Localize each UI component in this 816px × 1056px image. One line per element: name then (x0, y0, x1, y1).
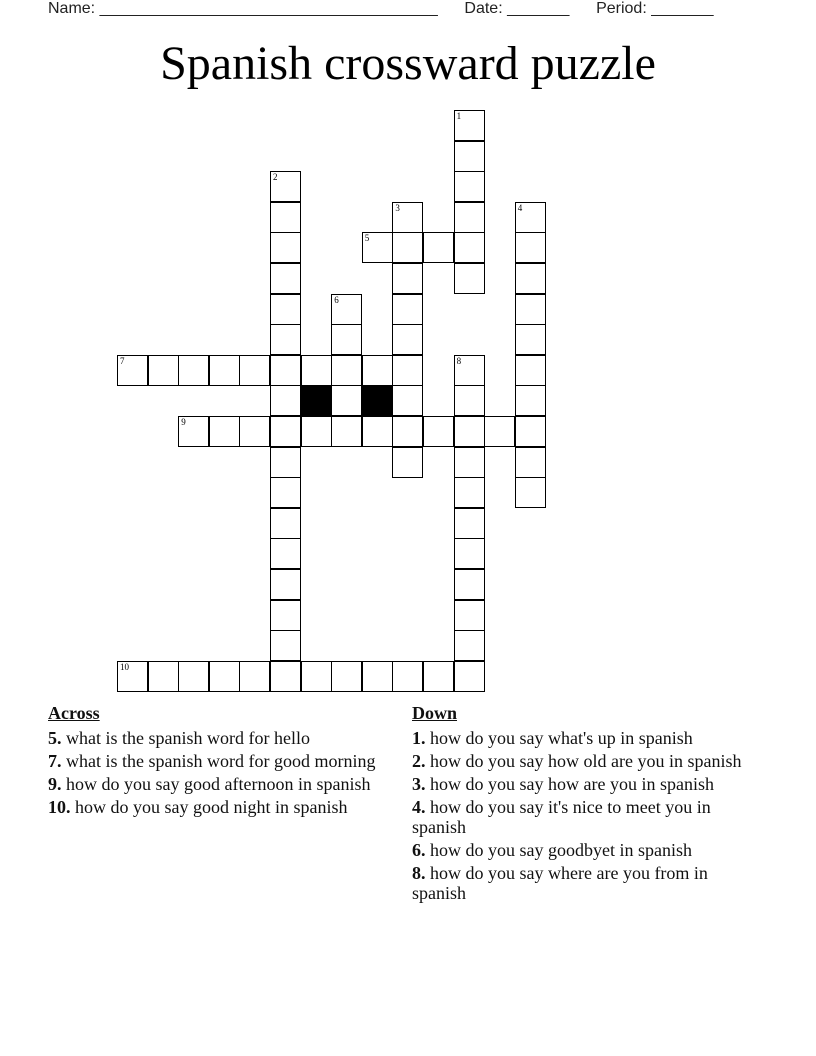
grid-cell[interactable] (515, 324, 546, 355)
grid-cell[interactable] (301, 416, 332, 447)
grid-cell[interactable] (484, 416, 515, 447)
grid-cell[interactable] (270, 416, 301, 447)
grid-cell[interactable] (454, 630, 485, 661)
grid-cell[interactable] (392, 355, 423, 386)
grid-cell[interactable] (515, 416, 546, 447)
grid-cell[interactable] (454, 141, 485, 172)
grid-cell[interactable] (270, 477, 301, 508)
grid-cell[interactable] (392, 447, 423, 478)
grid-cell[interactable] (270, 171, 301, 202)
grid-cell[interactable] (270, 202, 301, 233)
grid-cell[interactable] (392, 324, 423, 355)
grid-cell[interactable] (454, 447, 485, 478)
clue-text: how do you say it's nice to meet you in spanish (412, 797, 711, 837)
grid-cell[interactable] (270, 294, 301, 325)
grid-cell[interactable] (239, 355, 270, 386)
grid-cell[interactable] (515, 385, 546, 416)
grid-cell[interactable] (331, 294, 362, 325)
clue-text: how do you say how old are you in spanish (430, 751, 742, 771)
across-clue-10 (48, 797, 378, 817)
grid-cell[interactable] (454, 232, 485, 263)
grid-cell[interactable] (392, 232, 423, 263)
grid-cell[interactable] (362, 355, 393, 386)
grid-cell[interactable] (392, 661, 423, 692)
grid-cell[interactable] (209, 355, 240, 386)
grid-cell[interactable] (178, 661, 209, 692)
clue-number-label: 6 (334, 294, 339, 305)
clue-text: how do you say how are you in spanish (430, 774, 714, 794)
grid-cell[interactable] (331, 385, 362, 416)
across-clue-7 (48, 751, 378, 771)
grid-cell[interactable] (331, 324, 362, 355)
across-heading: Across (48, 703, 100, 723)
clue-text: what is the spanish word for good morning (66, 751, 376, 771)
grid-cell[interactable] (209, 416, 240, 447)
grid-cell[interactable] (454, 416, 485, 447)
clue-number: 4. (412, 797, 426, 817)
page-title: Spanish crossward puzzle (160, 37, 656, 90)
grid-cell[interactable] (270, 385, 301, 416)
down-heading: Down (412, 703, 458, 723)
clue-number: 8. (412, 863, 426, 883)
grid-cell[interactable] (392, 294, 423, 325)
clue-number-label: 9 (181, 417, 186, 427)
across-clue-5 (48, 728, 378, 748)
clue-number: 2. (412, 751, 426, 771)
grid-cell[interactable] (117, 661, 148, 692)
grid-cell[interactable] (270, 324, 301, 355)
grid-cell[interactable] (515, 447, 546, 478)
down-clue-1 (412, 728, 752, 748)
clue-number-label: 8 (456, 355, 462, 366)
grid-block (301, 385, 332, 416)
grid-cell[interactable] (331, 416, 362, 447)
grid-cell[interactable] (423, 416, 454, 447)
clue-text: how do you say what's up in spanish (430, 728, 693, 748)
grid-cell[interactable] (515, 202, 546, 233)
clue-number: 9. (48, 774, 62, 794)
grid-cell[interactable] (454, 569, 485, 600)
grid-cell[interactable] (392, 385, 423, 416)
down-clue-4 (412, 797, 752, 837)
grid-cell[interactable] (454, 508, 485, 539)
grid-cell[interactable] (392, 202, 423, 233)
grid-cell[interactable] (515, 232, 546, 263)
grid-cell[interactable] (301, 355, 332, 386)
grid-cell[interactable] (270, 569, 301, 600)
grid-cell[interactable] (515, 263, 546, 294)
grid-cell[interactable] (454, 263, 485, 294)
grid-cell[interactable] (270, 661, 301, 692)
grid-cell[interactable] (270, 600, 301, 631)
clue-text: how do you say where are you from in spanish (412, 863, 708, 903)
grid-cell[interactable] (454, 171, 485, 202)
grid-cell[interactable] (209, 661, 240, 692)
grid-cell[interactable] (454, 202, 485, 233)
clue-number: 10. (48, 797, 71, 817)
name-field[interactable]: ______________________________________ (99, 0, 438, 17)
period-field[interactable]: _______ (651, 0, 714, 17)
grid-cell[interactable] (454, 385, 485, 416)
grid-cell[interactable] (515, 477, 546, 508)
across-clues (48, 702, 378, 820)
grid-cell[interactable] (301, 661, 332, 692)
grid-cell[interactable] (392, 263, 423, 294)
down-clue-2 (412, 751, 752, 771)
down-clue-3 (412, 774, 752, 794)
date-label: Date: (464, 0, 503, 17)
grid-cell[interactable] (270, 508, 301, 539)
period-label: Period: (596, 0, 647, 17)
clue-number: 7. (48, 751, 62, 771)
grid-cell[interactable] (454, 110, 485, 141)
clue-text: what is the spanish word for hello (66, 728, 310, 748)
grid-cell[interactable] (454, 538, 485, 569)
clue-number: 6. (412, 840, 426, 860)
grid-cell[interactable] (270, 263, 301, 294)
date-field[interactable]: _______ (507, 0, 570, 17)
clue-text: how do you say good night in spanish (75, 797, 348, 817)
grid-cell[interactable] (392, 416, 423, 447)
grid-cell[interactable] (515, 355, 546, 386)
grid-cell[interactable] (239, 661, 270, 692)
grid-block (362, 385, 393, 416)
clue-number: 5. (48, 728, 62, 748)
grid-cell[interactable] (454, 661, 485, 692)
grid-cell[interactable] (331, 355, 362, 386)
clue-number-label: 10 (120, 661, 129, 672)
grid-cell[interactable] (178, 355, 209, 386)
grid-cell[interactable] (270, 447, 301, 478)
clue-text: how do you say goodbyet in spanish (430, 840, 692, 860)
clue-number: 1. (412, 728, 426, 748)
grid-cell[interactable] (178, 416, 209, 447)
grid-cell[interactable] (148, 661, 179, 692)
down-clues (412, 702, 752, 906)
grid-cell[interactable] (148, 355, 179, 386)
clue-number-label: 3 (395, 202, 400, 213)
across-clue-9 (48, 774, 378, 794)
grid-cell[interactable] (270, 630, 301, 661)
grid-cell[interactable] (362, 232, 393, 263)
clue-text: how do you say good afternoon in spanish (66, 774, 371, 794)
clue-number-label: 2 (273, 172, 278, 183)
grid-cell[interactable] (362, 661, 393, 692)
clue-number: 3. (412, 774, 426, 794)
grid-cell[interactable] (362, 416, 393, 447)
clue-number-label: 4 (517, 202, 523, 213)
name-label: Name: (48, 0, 96, 17)
clue-number-label: 5 (364, 233, 370, 244)
grid-cell[interactable] (270, 538, 301, 569)
grid-cell[interactable] (423, 232, 454, 263)
grid-cell[interactable] (423, 661, 454, 692)
grid-cell[interactable] (270, 232, 301, 263)
grid-cell[interactable] (454, 600, 485, 631)
grid-cell[interactable] (331, 661, 362, 692)
grid-cell[interactable] (270, 355, 301, 386)
down-clue-8 (412, 863, 752, 903)
grid-cell[interactable] (239, 416, 270, 447)
grid-cell[interactable] (454, 477, 485, 508)
grid-cell[interactable] (454, 355, 485, 386)
down-clue-6 (412, 840, 752, 860)
grid-cell[interactable] (117, 355, 148, 386)
clue-number-label: 7 (120, 355, 125, 366)
grid-cell[interactable] (515, 294, 546, 325)
clue-number-label: 1 (456, 111, 462, 121)
